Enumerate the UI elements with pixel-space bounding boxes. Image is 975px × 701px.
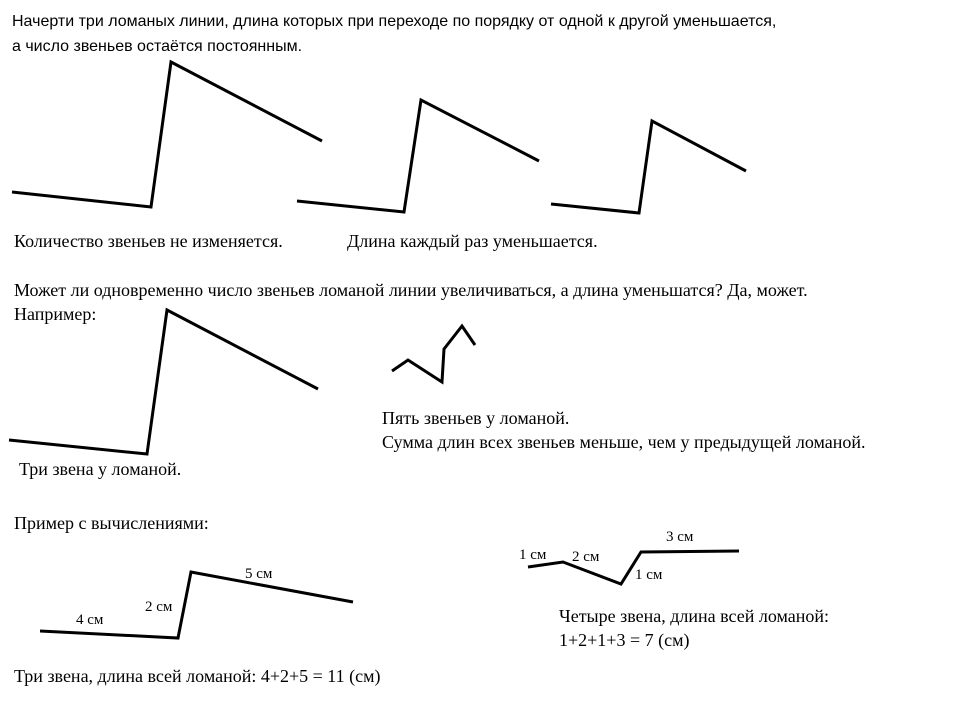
task-text-line-1: Начерти три ломаных линии, длина которых при переходе по порядку от одной к другой уменьшается, <box>12 13 777 30</box>
answer-count-text: Количество звеньев не изменяется. <box>14 231 283 251</box>
caption-sum-less: Сумма длин всех звеньев меньше, чем у предыдущей ломаной. <box>382 432 866 452</box>
task-text-line-2: а число звеньев остаётся постоянным. <box>12 38 303 55</box>
question-text: Может ли одновременно число звеньев ломаной линии увеличиваться, а длина уменьшатся? Да, может. <box>14 280 808 300</box>
polyline-2 <box>297 100 539 212</box>
polyline-1 <box>12 62 322 207</box>
calc-left-label-4cm: 4 см <box>76 612 104 628</box>
calc-right-label-3cm: 3 см <box>666 529 694 545</box>
calc-right-summary-2: 1+2+1+3 = 7 (см) <box>559 630 690 650</box>
calc-heading: Пример с вычислениями: <box>14 513 209 533</box>
polyline-five-segments <box>392 326 475 382</box>
calc-left-summary: Три звена, длина всей ломаной: 4+2+5 = 11 (см) <box>14 666 381 686</box>
answer-length-text: Длина каждый раз уменьшается. <box>347 231 598 251</box>
caption-three-segments: Три звена у ломаной. <box>19 459 182 479</box>
calc-right-summary-1: Четыре звена, длина всей ломаной: <box>559 606 830 626</box>
polyline-3 <box>551 121 746 213</box>
calc-right-label-1cm-b: 1 см <box>635 567 663 583</box>
caption-five-segments: Пять звеньев у ломаной. <box>382 408 570 428</box>
calc-polyline-four-segments <box>528 551 739 584</box>
polyline-three-segments <box>9 310 318 454</box>
calc-right-label-1cm-a: 1 см <box>519 547 547 563</box>
calc-left-label-5cm: 5 см <box>245 566 273 582</box>
example-label: Например: <box>14 304 97 324</box>
calc-left-label-2cm: 2 см <box>145 599 173 615</box>
calc-right-label-2cm: 2 см <box>572 549 600 565</box>
